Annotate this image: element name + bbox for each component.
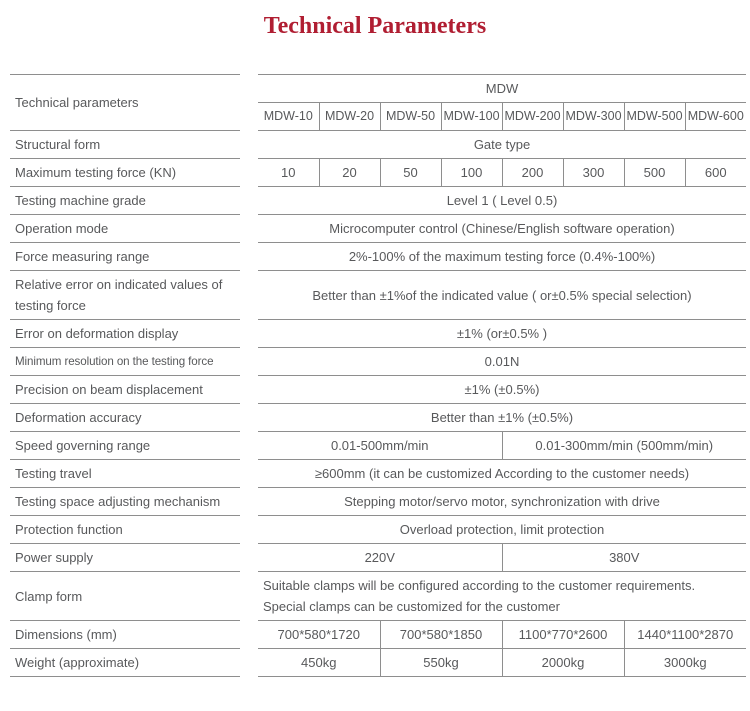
row-value: Better than ±1% (±0.5%): [258, 404, 746, 432]
row-label: Precision on beam displacement: [10, 376, 240, 404]
column-gap: [240, 215, 258, 243]
row-value: 700*580*1850: [380, 621, 502, 649]
column-gap: [240, 131, 258, 159]
row-value: 10: [258, 159, 319, 187]
column-gap: [240, 75, 258, 131]
row-label: Minimum resolution on the testing force: [10, 348, 240, 376]
table-row-minimum-resolution: [10, 348, 746, 376]
row-value: ±1% (or±0.5% ): [258, 320, 746, 348]
row-value: 550kg: [380, 649, 502, 677]
table-row-space-adjusting-mechanism: [10, 488, 746, 516]
row-label: Speed governing range: [10, 432, 240, 460]
row-value: Level 1 ( Level 0.5): [258, 187, 746, 215]
column-gap: [240, 271, 258, 320]
table-row-force-measuring-range: [10, 243, 746, 271]
row-value: Gate type: [258, 131, 746, 159]
row-value: 700*580*1720: [258, 621, 380, 649]
row-value: 0.01-500mm/min: [258, 432, 502, 460]
row-value: Better than ±1%of the indicated value ( or±0.5% special selection): [258, 271, 746, 320]
row-value: Overload protection, limit protection: [258, 516, 746, 544]
table-row-protection-function: [10, 516, 746, 544]
column-gap: [240, 376, 258, 404]
table-row-deformation-display-error: [10, 320, 746, 348]
row-value: ≥600mm (it can be customized According to the customer needs): [258, 460, 746, 488]
row-value: 2%-100% of the maximum testing force (0.4%-100%): [258, 243, 746, 271]
series-group-header: MDW: [258, 75, 746, 103]
column-gap: [240, 621, 258, 649]
table-row-testing-travel: [10, 460, 746, 488]
table-row-clamp-form: [10, 572, 746, 621]
row-value: 1440*1100*2870: [624, 621, 746, 649]
table-row-speed-governing-range: [10, 432, 746, 460]
column-gap: [240, 348, 258, 376]
table-row-dimensions: [10, 621, 746, 649]
row-value: 3000kg: [624, 649, 746, 677]
row-value: 0.01N: [258, 348, 746, 376]
table-header-row-group: [10, 75, 746, 103]
column-gap: [240, 243, 258, 271]
column-gap: [240, 572, 258, 621]
technical-parameters-table: [10, 74, 746, 677]
table-row-beam-displacement-precision: [10, 376, 746, 404]
column-gap: [240, 516, 258, 544]
row-label: Force measuring range: [10, 243, 240, 271]
row-label: Power supply: [10, 544, 240, 572]
table-row-weight: [10, 649, 746, 677]
row-label: Dimensions (mm): [10, 621, 240, 649]
column-gap: [240, 187, 258, 215]
row-value: 500: [624, 159, 685, 187]
row-value: 2000kg: [502, 649, 624, 677]
row-value: ±1% (±0.5%): [258, 376, 746, 404]
row-label: Error on deformation display: [10, 320, 240, 348]
table-row-deformation-accuracy: [10, 404, 746, 432]
model-column-header: MDW-50: [380, 103, 441, 131]
column-gap: [240, 404, 258, 432]
row-value: 220V: [258, 544, 502, 572]
column-gap: [240, 460, 258, 488]
row-label: Testing space adjusting mechanism: [10, 488, 240, 516]
row-value: 50: [380, 159, 441, 187]
row-label: Deformation accuracy: [10, 404, 240, 432]
column-gap: [240, 159, 258, 187]
row-value: 0.01-300mm/min (500mm/min): [502, 432, 746, 460]
row-label: Operation mode: [10, 215, 240, 243]
row-label: Protection function: [10, 516, 240, 544]
model-column-header: MDW-100: [441, 103, 502, 131]
model-column-header: MDW-300: [563, 103, 624, 131]
table-row-max-testing-force: [10, 159, 746, 187]
column-gap: [240, 488, 258, 516]
table-row-structural-form: [10, 131, 746, 159]
model-column-header: MDW-500: [624, 103, 685, 131]
row-label: Weight (approximate): [10, 649, 240, 677]
row-value: 1100*770*2600: [502, 621, 624, 649]
table-corner-label: Technical parameters: [10, 75, 240, 131]
table-row-relative-error: [10, 271, 746, 320]
table-row-power-supply: [10, 544, 746, 572]
page-title: Technical Parameters: [263, 13, 487, 39]
row-value: Microcomputer control (Chinese/English software operation): [258, 215, 746, 243]
column-gap: [240, 544, 258, 572]
row-value: Stepping motor/servo motor, synchronization with drive: [258, 488, 746, 516]
model-column-header: MDW-10: [258, 103, 319, 131]
row-label: Maximum testing force (KN): [10, 159, 240, 187]
row-label: Testing travel: [10, 460, 240, 488]
row-value: Suitable clamps will be configured according to the customer requirements. Special clamps can be customized for the customer: [258, 572, 746, 621]
row-label: Clamp form: [10, 572, 240, 621]
model-column-header: MDW-200: [502, 103, 563, 131]
table-row-machine-grade: [10, 187, 746, 215]
row-value: 200: [502, 159, 563, 187]
row-value: 20: [319, 159, 380, 187]
table-row-operation-mode: [10, 215, 746, 243]
row-value: 450kg: [258, 649, 380, 677]
row-value: 380V: [502, 544, 746, 572]
column-gap: [240, 320, 258, 348]
model-column-header: MDW-600: [685, 103, 746, 131]
row-label: Relative error on indicated values of testing force: [10, 271, 240, 320]
row-value: 100: [441, 159, 502, 187]
row-label: Testing machine grade: [10, 187, 240, 215]
row-value: 600: [685, 159, 746, 187]
model-column-header: MDW-20: [319, 103, 380, 131]
row-label: Structural form: [10, 131, 240, 159]
row-value: 300: [563, 159, 624, 187]
column-gap: [240, 649, 258, 677]
column-gap: [240, 432, 258, 460]
